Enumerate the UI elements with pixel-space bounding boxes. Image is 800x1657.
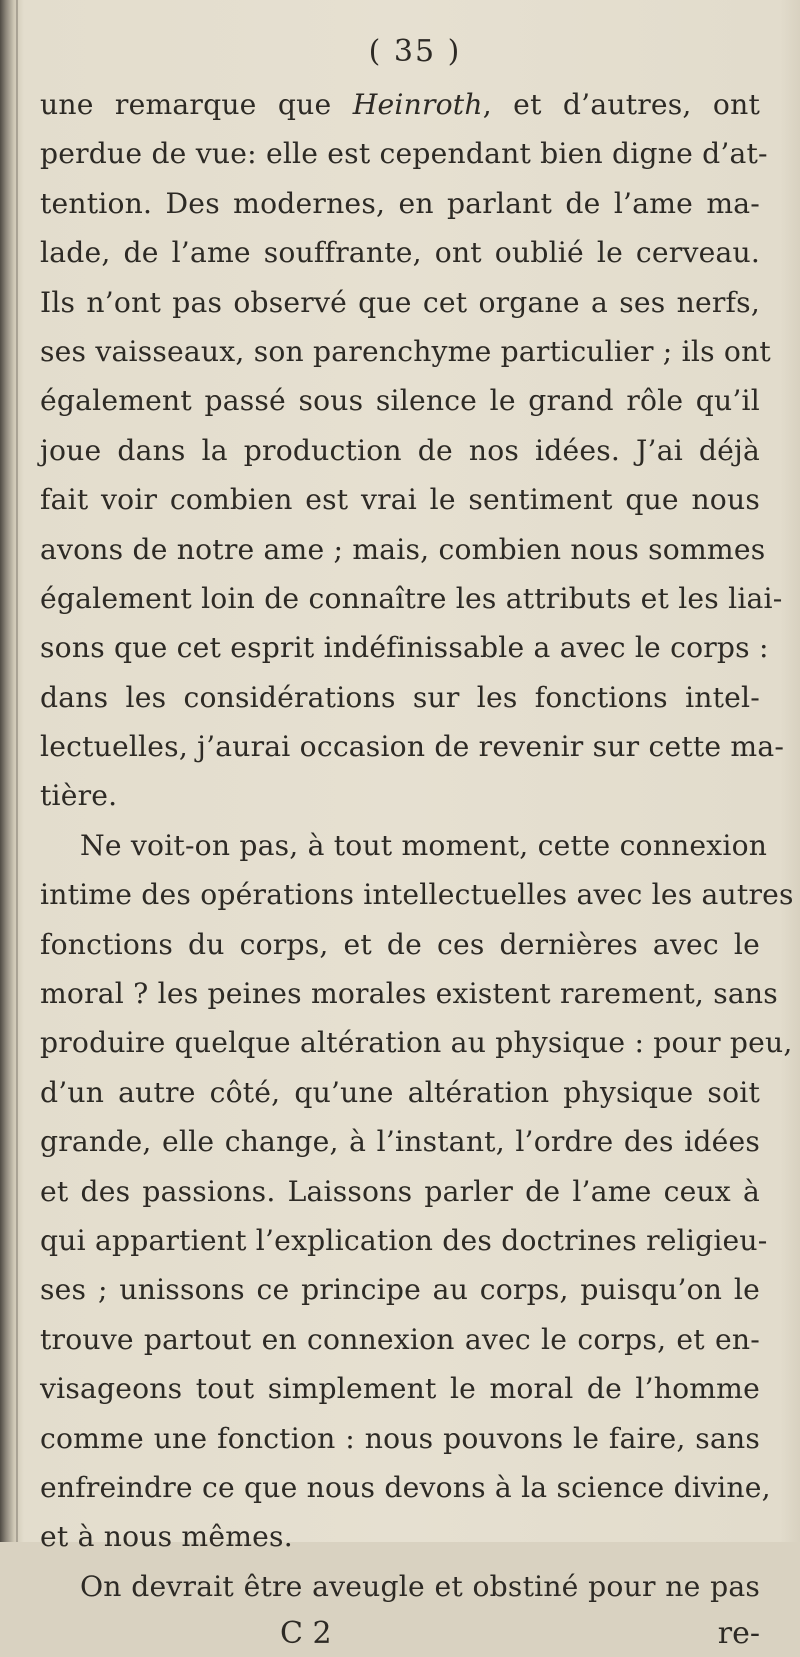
text-line: et des passions. Laissons parler de l’ame ceux à: [40, 1174, 760, 1208]
text-line: fait voir combien est vrai le sentiment que nous: [40, 483, 760, 517]
text-line: joue dans la production de nos idées. J’ai déjà: [40, 433, 760, 467]
line-text: une remarque que: [40, 88, 353, 121]
text-line: ses vaisseaux, son parenchyme particulier ; ils ont: [40, 334, 771, 368]
text-line: trouve partout en connexion avec le corps, et en-: [40, 1322, 760, 1356]
text-line: avons de notre ame ; mais, combien nous sommes: [40, 532, 766, 566]
text-line: enfreindre ce que nous devons à la science divine,: [40, 1470, 771, 1504]
text-line: tention. Des modernes, en parlant de l’ame ma-: [40, 186, 760, 220]
paragraph-end-line: et à nous mêmes.: [40, 1520, 293, 1554]
text-line: fonctions du corps, et de ces dernières avec le: [40, 927, 760, 961]
text-line: [40, 80, 760, 129]
binding-gutter: [16, 0, 18, 1542]
text-line: d’un autre côté, qu’une altération physique soit: [40, 1075, 760, 1109]
page-number: ( 35 ): [368, 34, 462, 69]
paragraph-start-line: Ne voit-on pas, à tout moment, cette connexion: [80, 828, 768, 862]
text-line: perdue de vue: elle est cependant bien digne d’at-: [40, 137, 768, 171]
text-line: comme une fonction : nous pouvons le faire, sans: [40, 1421, 760, 1455]
text-line: également loin de connaître les attributs et les liai-: [40, 581, 783, 615]
text-line: également passé sous silence le grand rôle qu’il: [40, 384, 760, 418]
page-text-block: [40, 30, 794, 1657]
text-line: grande, elle change, à l’instant, l’ordre des idées: [40, 1125, 760, 1159]
text-line: produire quelque altération au physique : pour peu,: [40, 1026, 793, 1060]
text-line: sons que cet esprit indéfinissable a avec le corps :: [40, 631, 769, 665]
catchword: re-: [717, 1616, 760, 1652]
page-footer: [40, 1611, 760, 1657]
author-name: Heinroth: [352, 88, 483, 121]
paragraph-start-line: On devrait être aveugle et obstiné pour ne pas: [80, 1569, 760, 1603]
text-line: lade, de l’ame souffrante, ont oublié le cerveau.: [40, 236, 760, 270]
text-line: ses ; unissons ce principe au corps, puisqu’on le: [40, 1273, 760, 1307]
text-line: dans les considérations sur les fonctions intel-: [40, 680, 760, 714]
line-text: , et d’autres, ont: [482, 88, 760, 121]
text-line: visageons tout simplement le moral de l’homme: [40, 1372, 760, 1406]
text-line: intime des opérations intellectuelles avec les autres: [40, 878, 794, 912]
paragraph-end-line: tière.: [40, 779, 118, 813]
text-line: Ils n’ont pas observé que cet organe a ses nerfs,: [40, 285, 760, 319]
text-line: moral ? les peines morales existent rarement, sans: [40, 977, 778, 1011]
text-line: qui appartient l’explication des doctrines religieu-: [40, 1223, 768, 1257]
text-line: lectuelles, j’aurai occasion de revenir sur cette ma-: [40, 730, 785, 764]
signature-mark: C 2: [280, 1616, 332, 1652]
